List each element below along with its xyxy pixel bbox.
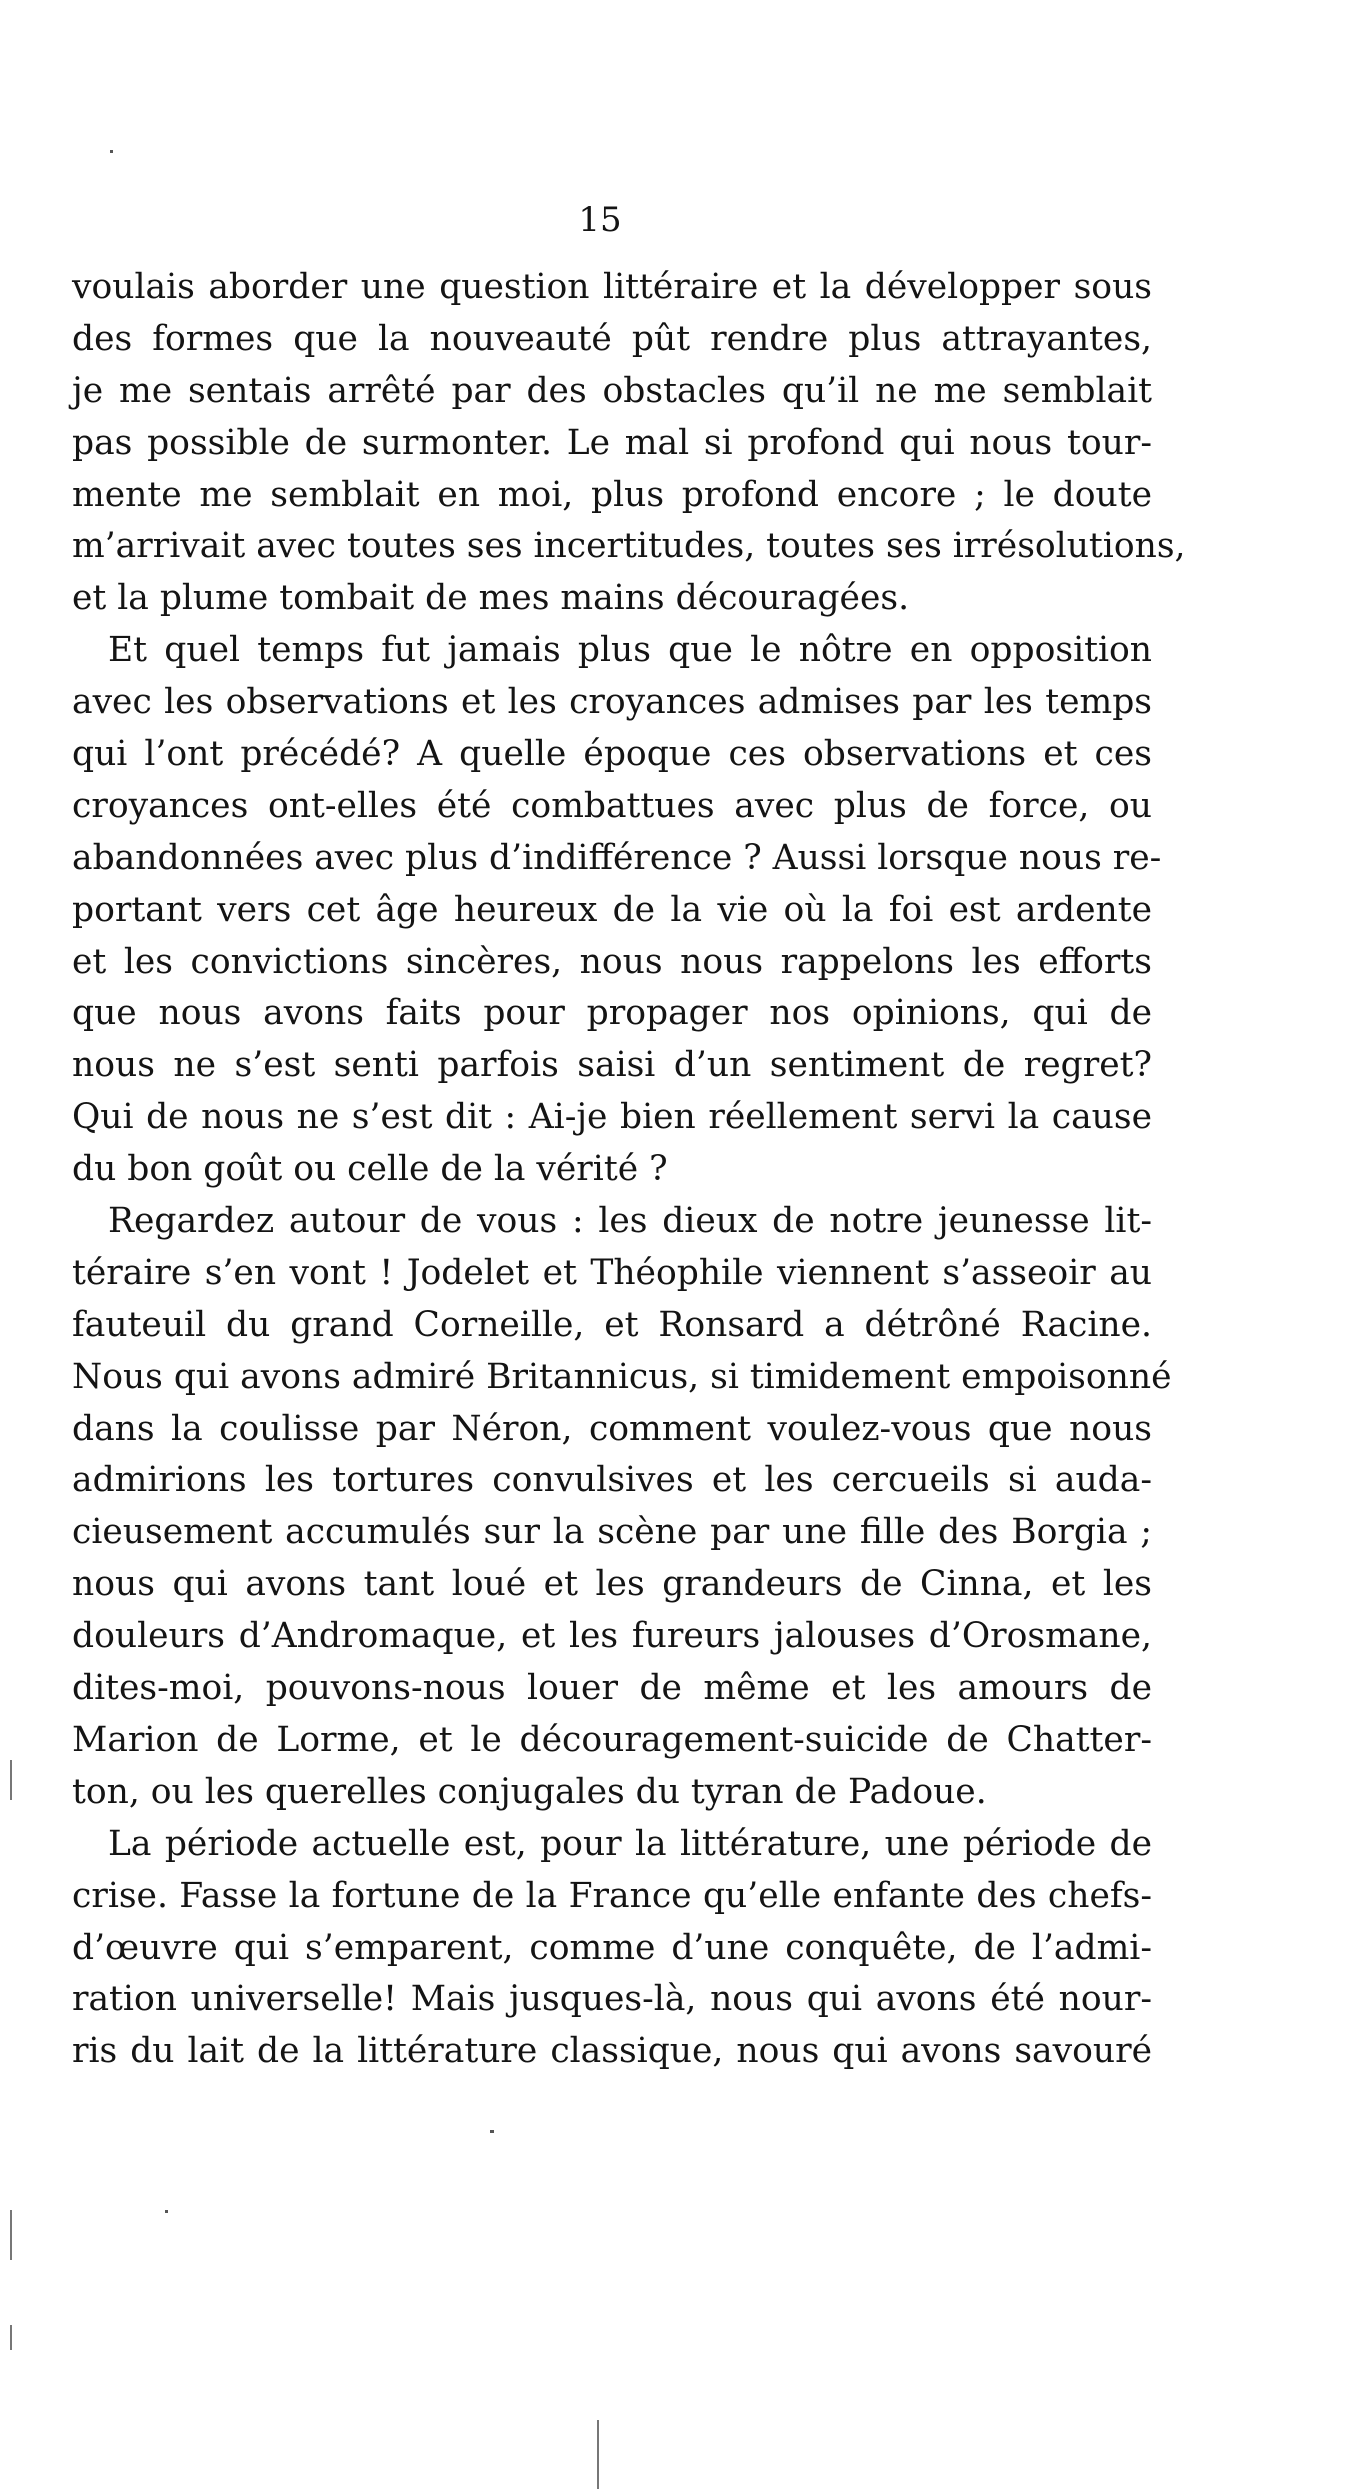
text-line: m’arrivait avec toutes ses incertitudes, toutes ses irrésolutions, — [72, 526, 1186, 567]
text-line: admirions les tortures convulsives et les cercueils si auda- — [72, 1460, 1152, 1501]
text-line: que nous avons faits pour propager nos opinions, qui de — [72, 993, 1152, 1034]
text-line: La période actuelle est, pour la littérature, une période de — [108, 1823, 1152, 1864]
text-line: mente me semblait en moi, plus profond encore ; le doute — [72, 474, 1152, 515]
text-line: et la plume tombait de mes mains découragées. — [72, 578, 910, 619]
text-line: Nous qui avons admiré Britannicus, si timidement empoisonné — [72, 1356, 1172, 1397]
scan-speck — [110, 150, 113, 153]
text-line: cieusement accumulés sur la scène par une fille des Borgia ; — [72, 1512, 1152, 1553]
text-line: portant vers cet âge heureux de la vie où la foi est ardente — [72, 889, 1152, 930]
text-line: voulais aborder une question littéraire et la développer sous — [72, 267, 1152, 307]
scan-speck — [490, 2130, 494, 2133]
text-line: croyances ont-elles été combattues avec plus de force, ou — [72, 785, 1152, 826]
scan-gutter-line — [597, 2420, 599, 2489]
text-line: dites-moi, pouvons-nous louer de même et les amours de — [72, 1668, 1152, 1709]
text-line: crise. Fasse la fortune de la France qu’elle enfante des chefs- — [72, 1875, 1152, 1916]
text-line: ris du lait de la littérature classique, nous qui avons savouré — [72, 2031, 1152, 2072]
text-line: fauteuil du grand Corneille, et Ronsard a détrôné Racine. — [72, 1304, 1152, 1345]
text-line: qui l’ont précédé? A quelle époque ces observations et ces — [72, 734, 1152, 775]
text-line: avec les observations et les croyances admises par les temps — [72, 682, 1152, 723]
scan-margin-line — [10, 2325, 12, 2350]
text-line: ton, ou les querelles conjugales du tyran de Padoue. — [72, 1771, 987, 1812]
text-line: Qui de nous ne s’est dit : Ai-je bien réellement servi la cause — [72, 1097, 1152, 1138]
scan-margin-line — [10, 1760, 12, 1800]
text-line: Marion de Lorme, et le découragement-suicide de Chatter- — [72, 1719, 1152, 1760]
text-line: nous ne s’est senti parfois saisi d’un sentiment de regret? — [72, 1045, 1152, 1086]
scan-speck — [165, 2210, 168, 2213]
text-line: abandonnées avec plus d’indifférence ? Aussi lorsque nous re- — [72, 837, 1162, 878]
page-number: 15 — [578, 200, 622, 240]
text-line: Regardez autour de vous : les dieux de notre jeunesse lit- — [108, 1201, 1152, 1242]
body-text — [72, 262, 1186, 2078]
text-line: pas possible de surmonter. Le mal si profond qui nous tour- — [72, 422, 1152, 463]
text-line: du bon goût ou celle de la vérité ? — [72, 1149, 668, 1190]
scan-margin-line — [10, 2210, 12, 2260]
text-line: nous qui avons tant loué et les grandeurs de Cinna, et les — [72, 1564, 1152, 1605]
text-line: ration universelle! Mais jusques-là, nous qui avons été nour- — [72, 1979, 1152, 2020]
text-line: des formes que la nouveauté pût rendre plus attrayantes, — [72, 318, 1152, 359]
text-line: Et quel temps fut jamais plus que le nôtre en opposition — [108, 630, 1152, 671]
text-line: je me sentais arrêté par des obstacles qu’il ne me semblait — [72, 370, 1152, 411]
text-line: d’œuvre qui s’emparent, comme d’une conquête, de l’admi- — [72, 1927, 1152, 1968]
text-line: téraire s’en vont ! Jodelet et Théophile viennent s’asseoir au — [72, 1252, 1152, 1293]
text-line: et les convictions sincères, nous nous rappelons les efforts — [72, 941, 1152, 982]
text-line: douleurs d’Andromaque, et les fureurs jalouses d’Orosmane, — [72, 1616, 1152, 1657]
text-line: dans la coulisse par Néron, comment voulez-vous que nous — [72, 1408, 1152, 1449]
